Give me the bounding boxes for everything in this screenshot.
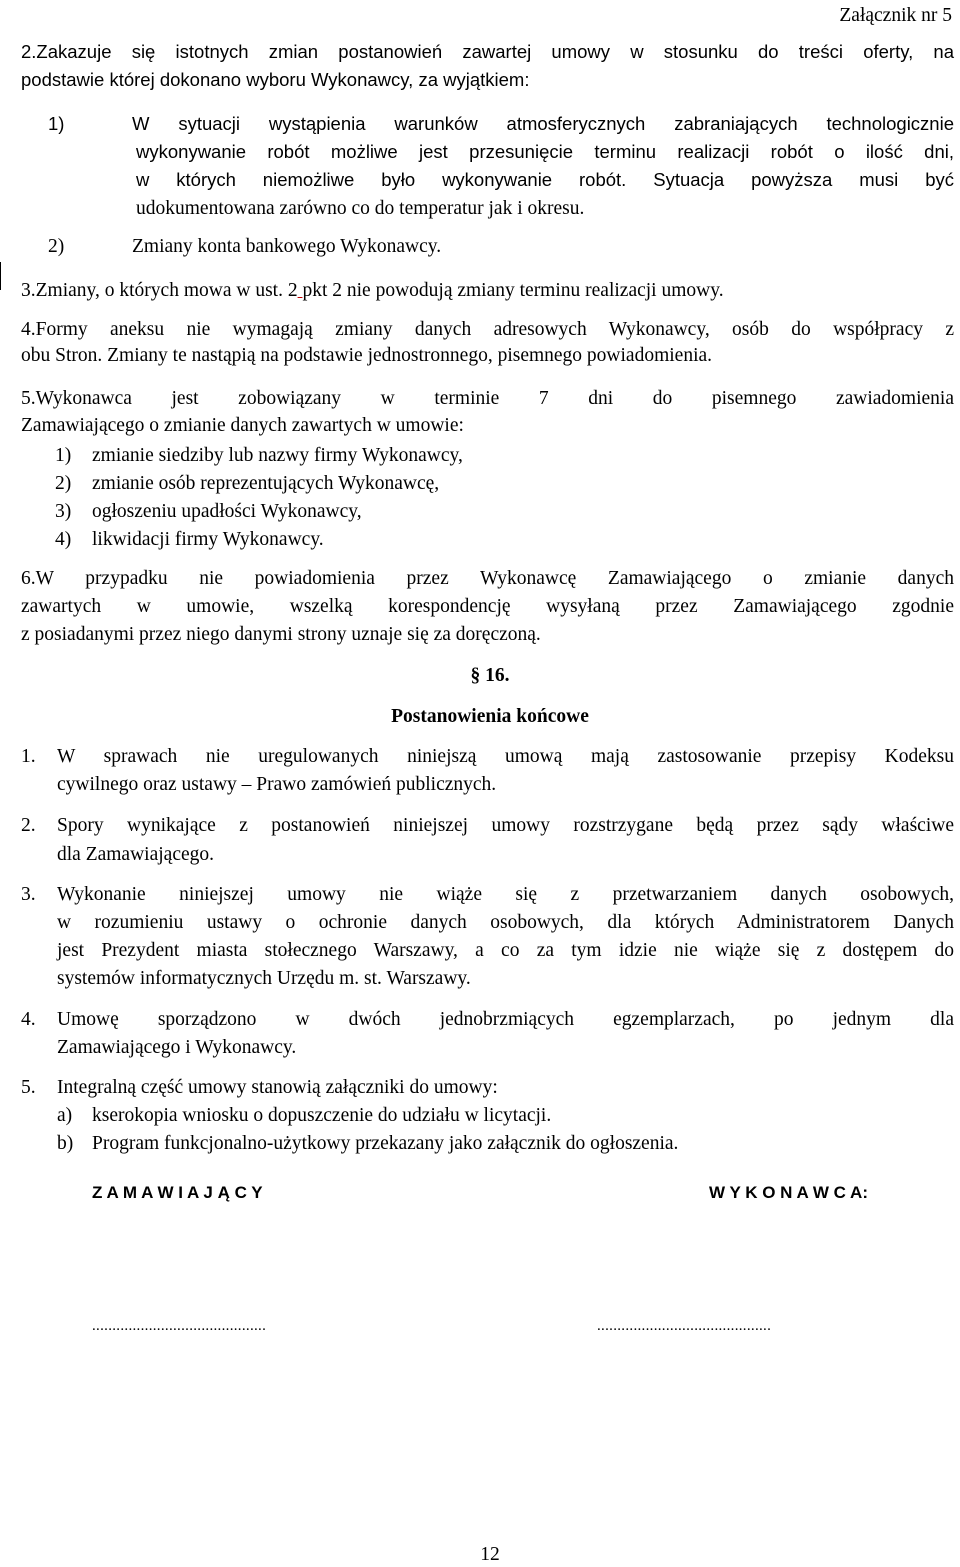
page-number: 12 (480, 1544, 500, 1565)
final-item-4-line-2: Zamawiającego i Wykonawcy. (57, 1037, 297, 1058)
paragraph-5-list-item: ogłoszeniu upadłości Wykonawcy, (92, 501, 362, 522)
attachment-letter: a) (57, 1105, 73, 1126)
final-item-number: 2. (21, 815, 36, 836)
final-item-1-line-2: cywilnego oraz ustawy – Prawo zamówień publicznych. (57, 774, 497, 795)
list-number: 2) (55, 473, 72, 494)
list-number: 2) (48, 236, 65, 257)
revision-change-bar (0, 262, 1, 290)
paragraph-5-line-1: 5.Wykonawca jest zobowiązany w terminie 7 dni do pisemnego zawiadomienia (21, 388, 954, 409)
list-number: 4) (55, 529, 72, 550)
paragraph-5-list-item: zmianie siedziby lub nazwy firmy Wykonawcy, (92, 445, 463, 466)
paragraph-5-list-item: likwidacji firmy Wykonawcy. (92, 529, 324, 550)
paragraph-6-line-3: z posiadanymi przez niego danymi strony uznaje się za doręczoną. (21, 624, 541, 645)
final-item-2-line-2: dla Zamawiającego. (57, 844, 214, 865)
paragraph-5-list-item: zmianie osób reprezentujących Wykonawcę, (92, 473, 440, 494)
signature-line-orderer: ........................................... (92, 1318, 267, 1334)
signature-label-contractor: W Y K O N A W C A: (709, 1183, 868, 1202)
paragraph-5-line-2: Zamawiającego o zmianie danych zawartych w umowie: (21, 415, 464, 436)
paragraph-2-item-1-line-3: w których niemożliwe było wykonywanie robót. Sytuacja powyższa musi być (136, 169, 954, 190)
paragraph-2-item-2: Zmiany konta bankowego Wykonawcy. (132, 236, 442, 257)
final-item-1-line-1: W sprawach nie uregulowanych niniejszą umową mają zastosowanie przepisy Kodeksu (57, 746, 954, 767)
attachment-item: kserokopia wniosku o dopuszczenie do udziału w licytacji. (92, 1105, 552, 1126)
final-item-3-line-2: w rozumieniu ustawy o ochronie danych osobowych, dla których Administratorem Danych (57, 912, 954, 933)
section-title: Postanowienia końcowe (391, 706, 589, 727)
final-item-3-line-3: jest Prezydent miasta stołecznego Warszawy, a co za tym idzie nie wiąże się z dostępem do (57, 940, 954, 961)
final-item-4-line-1: Umowę sporządzono w dwóch jednobrzmiących egzemplarzach, po jednym dla (57, 1009, 954, 1030)
paragraph-6-line-2: zawartych w umowie, wszelką korespondencję wysyłaną przez Zamawiającego zgodnie (21, 596, 954, 617)
final-item-number: 1. (21, 746, 36, 767)
final-item-3-line-1: Wykonanie niniejszej umowy nie wiąże się z przetwarzaniem danych osobowych, (57, 884, 954, 905)
paragraph-3-part-b: pkt 2 nie powodują zmiany terminu realizacji umowy. (302, 280, 724, 301)
paragraph-2-item-1-line-1: W sytuacji wystąpienia warunków atmosferycznych zabraniających technologicznie (132, 113, 954, 134)
final-item-number: 4. (21, 1009, 36, 1030)
paragraph-6-line-1: 6.W przypadku nie powiadomienia przez Wykonawcę Zamawiającego o zmianie danych (21, 568, 954, 589)
attachment-item: Program funkcjonalno-użytkowy przekazany jako załącznik do ogłoszenia. (92, 1133, 679, 1154)
list-number: 1) (48, 113, 65, 134)
paragraph-2-item-1-line-4: udokumentowana zarówno co do temperatur jak i okresu. (136, 198, 585, 219)
paragraph-4-line-1: 4.Formy aneksu nie wymagają zmiany danych adresowych Wykonawcy, osób do współpracy z (21, 319, 954, 340)
final-item-2-line-1: Spory wynikające z postanowień niniejszej umowy rozstrzygane będą przez sądy właściwe (57, 815, 954, 836)
list-number: 3) (55, 501, 72, 522)
signature-line-contractor: ........................................... (597, 1318, 772, 1334)
paragraph-2-line-1: 2.Zakazuje się istotnych zmian postanowień zawartej umowy w stosunku do treści oferty, na (21, 41, 954, 62)
final-item-3-line-4: systemów informatycznych Urzędu m. st. Warszawy. (57, 968, 471, 989)
section-number: § 16. (470, 665, 510, 686)
final-item-number: 3. (21, 884, 36, 905)
attachment-header: Załącznik nr 5 (839, 5, 952, 26)
paragraph-4-line-2: obu Stron. Zmiany te nastąpią na podstawie jednostronnego, pisemnego powiadomienia. (21, 345, 713, 366)
list-number: 1) (55, 445, 72, 466)
final-item-5-line-1: Integralną część umowy stanowią załączniki do umowy: (57, 1077, 498, 1098)
paragraph-2-line-2: podstawie której dokonano wyboru Wykonawcy, za wyjątkiem: (21, 69, 530, 90)
attachment-letter: b) (57, 1133, 74, 1154)
final-item-number: 5. (21, 1077, 36, 1098)
signature-label-orderer: Z A M A W I A J Ą C Y (92, 1183, 263, 1202)
paragraph-3-part-a: 3.Zmiany, o których mowa w ust. 2 (21, 280, 298, 301)
paragraph-2-item-1-line-2: wykonywanie robót możliwe jest przesunięcie terminu realizacji robót o ilość dni, (136, 141, 954, 162)
paragraph-3 (21, 281, 724, 301)
